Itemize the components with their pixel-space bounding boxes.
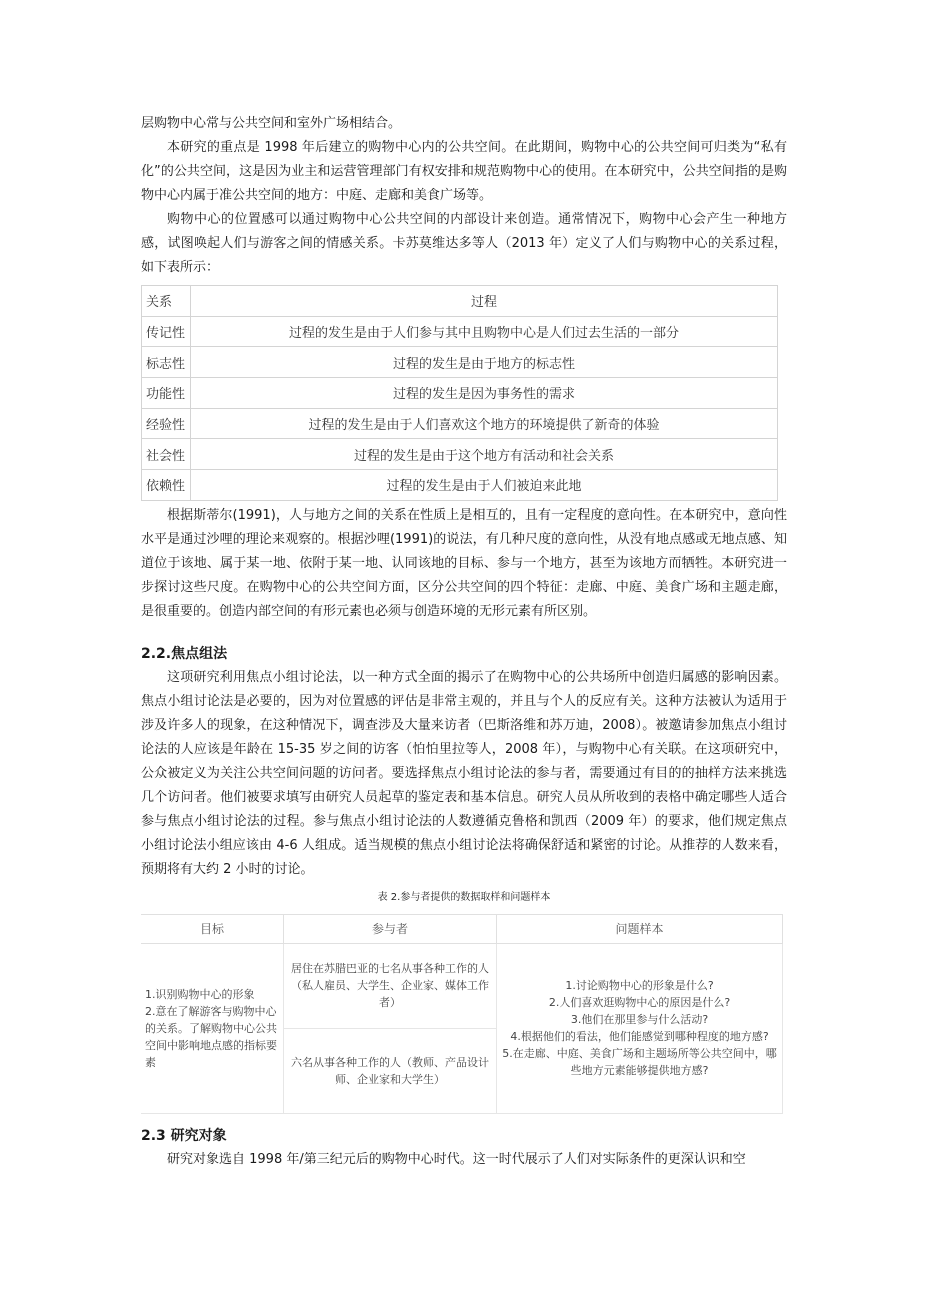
question-item: 1.讨论购物中心的形象是什么? (565, 979, 714, 993)
paragraph: 本研究的重点是 1998 年后建立的购物中心内的公共空间。在此期间，购物中心的公共空间可归类为“私有化”的公共空间，这是因为业主和运营管理部门有权安排和规范购物中心的使用。在本研究中，公共空间指的是购物中心内属于准公共空间的地方：中庭、走廊和美食广场等。 (141, 140, 787, 203)
section-heading: 2.2.焦点组法 (141, 645, 228, 662)
column-header: 目标 (141, 914, 284, 943)
table-row (141, 943, 783, 1028)
table-cell: 过程的发生是由于这个地方有活动和社会关系 (191, 439, 778, 470)
table-cell: 依赖性 (142, 470, 191, 501)
table-cell: 社会性 (142, 439, 191, 470)
table-cell: 过程的发生是由于地方的标志性 (191, 347, 778, 378)
table-row (142, 316, 778, 347)
question-item: 3.他们在那里参与什么活动? (570, 1013, 709, 1027)
table-header-row (141, 914, 783, 943)
question-item: 2.人们喜欢逛购物中心的原因是什么? (548, 996, 731, 1010)
table-row (142, 470, 778, 501)
column-header: 问题样本 (497, 914, 783, 943)
question-item: 4.根据他们的看法，他们能感觉到哪种程度的地方感? (510, 1030, 769, 1044)
table-cell: 过程的发生是由于人们参与其中且购物中心是人们过去生活的一部分 (191, 316, 778, 347)
paragraph: 根据斯蒂尔(1991)，人与地方之间的关系在性质上是相互的，且有一定程度的意向性。在本研究中，意向性水平是通过沙哩的理论来观察的。根据沙哩(1991)的说法，有几种尺度的意向性，从没有地点感或无地点感、知道位于该地、属于某一地、依附于某一地、认同该地的目标、参与一个地方，甚至为该地方而牺牲。本研究进一步探讨这些尺度。在购物中心的公共空间方面，区分公共空间的四个特征：走廊、中庭、美食广场和主题走廊，是很重要的。创造内部空间的有形元素也必须与创造环境的无形元素有所区别。 (141, 507, 787, 619)
table-cell: 过程的发生是由于人们被迫来此地 (191, 470, 778, 501)
table-cell: 过程的发生是由于人们喜欢这个地方的环境提供了新奇的体验 (191, 408, 778, 439)
paragraph: 层购物中心常与公共空间和室外广场相结合。 (141, 116, 402, 131)
question-item: 5.在走廊、中庭、美食广场和主题场所等公共空间中，哪些地方元素能够提供地方感? (502, 1047, 777, 1078)
table-row (142, 347, 778, 378)
table-row (142, 286, 778, 317)
participant-cell: 居住在苏腊巴亚的七名从事各种工作的人（私人雇员、大学生、企业家、媒体工作者） (284, 943, 497, 1028)
goal-cell: 1.识别购物中心的形象 2.意在了解游客与购物中心的关系。了解购物中心公共空间中影响地点感的指标要素 (141, 943, 284, 1113)
table-caption: 表 2.参与者提供的数据取样和问题样本 (377, 891, 551, 903)
column-header: 参与者 (284, 914, 497, 943)
table-row (142, 439, 778, 470)
questions-cell (497, 943, 783, 1113)
sampling-table (141, 914, 783, 1114)
table-cell: 过程 (191, 286, 778, 317)
paragraph: 购物中心的位置感可以通过购物中心公共空间的内部设计来创造。通常情况下，购物中心会产生一种地方感，试图唤起人们与游客之间的情感关系。卡苏莫维达多等人（2013 年）定义了人们与购物中心的关系过程，如下表所示： (141, 212, 787, 275)
table-row (142, 408, 778, 439)
participant-cell: 六名从事各种工作的人（教师、产品设计师、企业家和大学生） (284, 1028, 497, 1113)
table-cell: 传记性 (142, 316, 191, 347)
relationship-table (141, 285, 778, 501)
page-content (141, 112, 787, 1172)
table-cell: 功能性 (142, 378, 191, 409)
table-cell: 经验性 (142, 408, 191, 439)
paragraph: 这项研究利用焦点小组讨论法，以一种方式全面的揭示了在购物中心的公共场所中创造归属感的影响因素。焦点小组讨论法是必要的，因为对位置感的评估是非常主观的，并且与个人的反应有关。这种方法被认为适用于涉及许多人的现象，在这种情况下，调查涉及大量来访者（巴斯洛维和苏万迪，2008）。被邀请参加焦点小组讨论法的人应该是年龄在 15-35 岁之间的访客（怕怕里拉等人，2008 年），与购物中心有关联。在这项研究中，公众被定义为关注公共空间问题的访问者。要选择焦点小组讨论法的参与者，需要通过有目的的抽样方法来挑选几个访问者。他们被要求填写由研究人员起草的鉴定表和基本信息。研究人员从所收到的表格中确定哪些人适合参与焦点小组讨论法的过程。参与焦点小组讨论法的人数遵循克鲁格和凯西（2009 年）的要求，他们规定焦点小组讨论法小组应该由 4-6 人组成。适当规模的焦点小组讨论法将确保舒适和紧密的讨论。从推荐的人数来看，预期将有大约 2 小时的讨论。 (141, 669, 787, 877)
section-heading: 2.3 研究对象 (141, 1127, 227, 1144)
table-cell: 过程的发生是因为事务性的需求 (191, 378, 778, 409)
table-row (142, 378, 778, 409)
table-cell: 标志性 (142, 347, 191, 378)
table-cell: 关系 (142, 286, 191, 317)
paragraph: 研究对象选自 1998 年/第三纪元后的购物中心时代。这一时代展示了人们对实际条件的更深认识和空 (167, 1151, 746, 1167)
